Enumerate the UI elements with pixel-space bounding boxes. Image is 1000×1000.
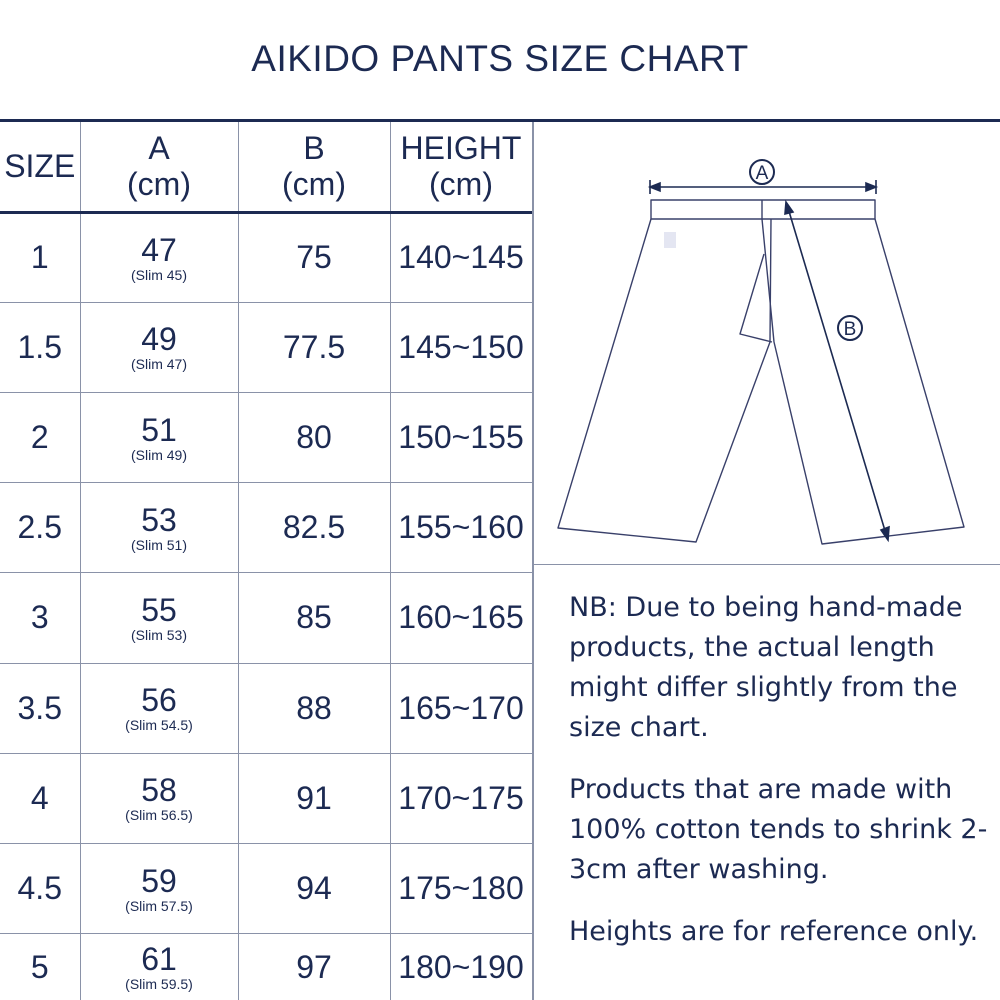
measure-b-arrowhead-bottom xyxy=(881,527,889,540)
header-b: B (cm) xyxy=(238,122,390,212)
cell-size: 2 xyxy=(0,392,80,482)
cell-height: 145~150 xyxy=(390,302,532,392)
cell-size: 1.5 xyxy=(0,302,80,392)
cell-height: 160~165 xyxy=(390,573,532,663)
cell-height: 175~180 xyxy=(390,844,532,934)
note-handmade: NB: Due to being hand-made products, the actual length might differ slightly from the size chart. xyxy=(569,592,963,743)
cell-size: 1 xyxy=(0,212,80,302)
table-row xyxy=(0,302,532,392)
cell-a: 53 (Slim 51) xyxy=(80,483,238,573)
cell-b: 94 xyxy=(238,844,390,934)
table-row xyxy=(0,212,532,302)
table-row xyxy=(0,483,532,573)
cell-a: 58 (Slim 56.5) xyxy=(80,753,238,843)
waistband xyxy=(651,200,875,219)
cell-a: 51 (Slim 49) xyxy=(80,392,238,482)
cell-b: 75 xyxy=(238,212,390,302)
right-leg xyxy=(762,219,964,544)
measure-a-arrowhead-left xyxy=(650,183,660,191)
header-size: SIZE xyxy=(0,122,80,212)
cell-size: 5 xyxy=(0,934,80,1000)
cell-size: 4.5 xyxy=(0,844,80,934)
marker-b-label: B xyxy=(843,319,857,340)
table-row xyxy=(0,663,532,753)
measure-b-arrow xyxy=(788,208,886,534)
table-row xyxy=(0,844,532,934)
cell-b: 91 xyxy=(238,753,390,843)
cell-height: 180~190 xyxy=(390,934,532,1000)
cell-a: 47 (Slim 45) xyxy=(80,212,238,302)
cell-a: 49 (Slim 47) xyxy=(80,302,238,392)
header-height: HEIGHT (cm) xyxy=(390,122,532,212)
cell-size: 3 xyxy=(0,573,80,663)
pants-diagram xyxy=(534,124,1000,564)
marker-a-label: A xyxy=(755,163,769,184)
diagram-bottom-border xyxy=(534,564,1000,565)
size-table xyxy=(0,122,533,1000)
cell-height: 140~145 xyxy=(390,212,532,302)
cell-size: 2.5 xyxy=(0,483,80,573)
size-notes xyxy=(569,588,989,974)
note-heights: Heights are for reference only. xyxy=(569,916,979,947)
note-shrinkage: Products that are made with 100% cotton tends to shrink 2-3cm after washing. xyxy=(569,774,988,885)
cell-a: 61 (Slim 59.5) xyxy=(80,934,238,1000)
cell-b: 88 xyxy=(238,663,390,753)
cell-b: 85 xyxy=(238,573,390,663)
table-row xyxy=(0,934,532,1000)
header-a: A (cm) xyxy=(80,122,238,212)
cell-height: 170~175 xyxy=(390,753,532,843)
cell-a: 56 (Slim 54.5) xyxy=(80,663,238,753)
cell-b: 97 xyxy=(238,934,390,1000)
table-row xyxy=(0,573,532,663)
cell-size: 3.5 xyxy=(0,663,80,753)
measure-b-arrowhead-top xyxy=(785,202,793,214)
cell-size: 4 xyxy=(0,753,80,843)
table-row xyxy=(0,392,532,482)
cell-b: 77.5 xyxy=(238,302,390,392)
left-leg xyxy=(558,219,771,542)
cell-height: 165~170 xyxy=(390,663,532,753)
cell-b: 82.5 xyxy=(238,483,390,573)
table-row xyxy=(0,753,532,843)
cell-a: 55 (Slim 53) xyxy=(80,573,238,663)
page-title: AIKIDO PANTS SIZE CHART xyxy=(251,38,749,79)
table-header-row xyxy=(0,122,532,212)
cell-b: 80 xyxy=(238,392,390,482)
measure-a-arrowhead-right xyxy=(866,183,876,191)
garment-label-tag xyxy=(664,232,676,248)
cell-height: 155~160 xyxy=(390,483,532,573)
cell-height: 150~155 xyxy=(390,392,532,482)
cell-a: 59 (Slim 57.5) xyxy=(80,844,238,934)
